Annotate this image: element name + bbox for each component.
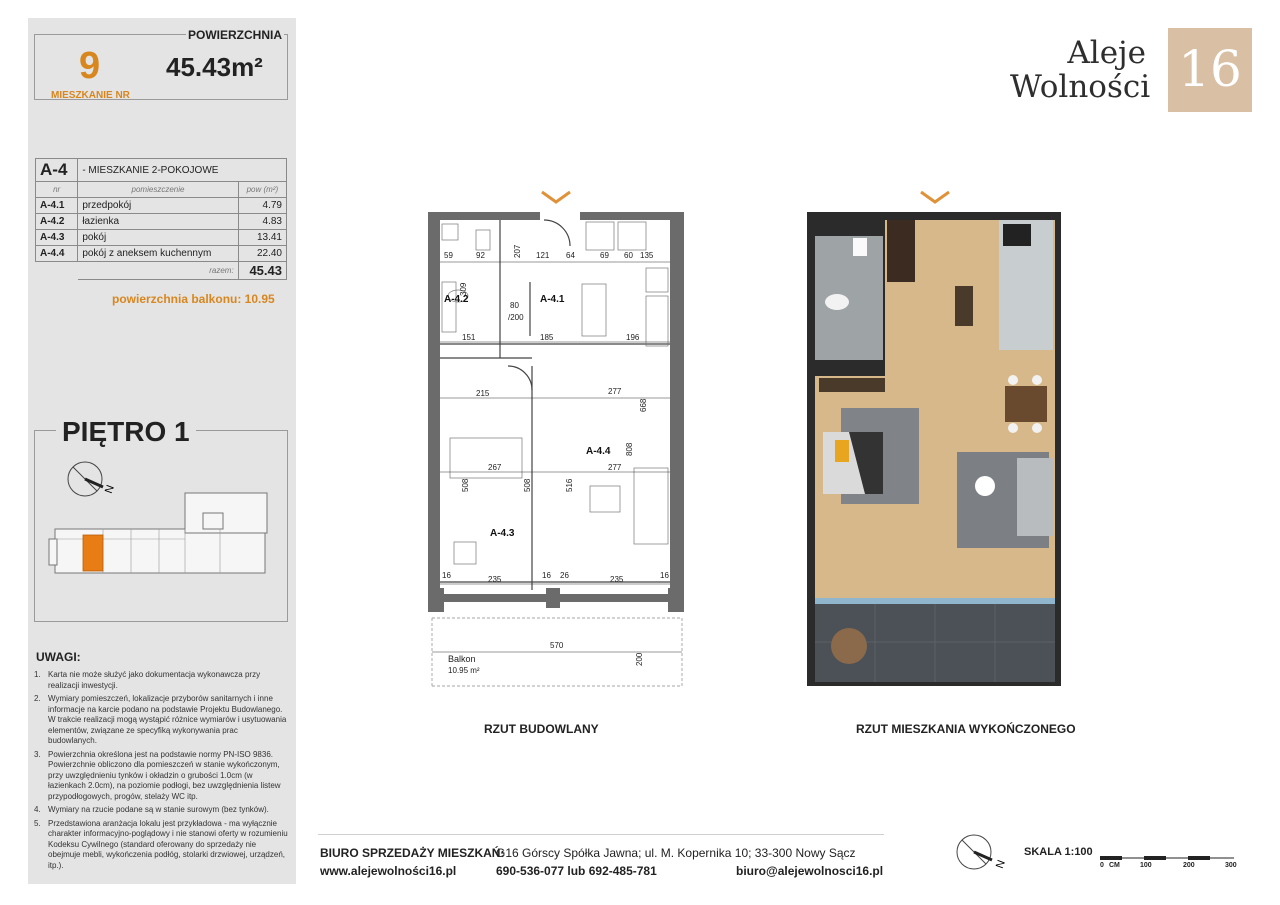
table-row [36, 198, 287, 214]
dim-label: 277 [608, 463, 622, 472]
note-text: Przedstawiona aranżacja lokalu jest przykładowa - ma wyłącznie charakter informacyjno-poglądowy i nie stanowi oferty w rozumieniu Kodeksu Cywilnego (standard oferowany do sprzedaży nie obejmuje mebli, wykończenia podłóg, stolarki drzwiowej, urządzeń, itp.). [48, 818, 288, 870]
dim-label: 80 [510, 301, 519, 310]
bathroom-floor [815, 236, 883, 360]
dim-label: 277 [608, 387, 622, 396]
row-area: 13.41 [238, 230, 286, 246]
toilet-icon [853, 238, 867, 256]
cooktop-icon [1003, 224, 1031, 246]
compass-icon [68, 462, 103, 496]
dim-label: 215 [476, 389, 490, 398]
phone-numbers[interactable]: 690-536-077 lub 692-485-781 [496, 864, 657, 878]
footer-divider [318, 834, 884, 835]
dim-label: 196 [626, 333, 640, 342]
furnished-plan-caption: RZUT MIESZKANIA WYKOŃCZONEGO [856, 722, 1076, 736]
table-sum-row [36, 262, 287, 280]
list-item [34, 670, 288, 691]
dim-label: 151 [462, 333, 476, 342]
rooms-table-colheads [36, 182, 287, 198]
dim-label: 16 [660, 571, 669, 580]
table-code: A-4 [36, 159, 78, 182]
dim-label: 135 [640, 251, 654, 260]
dim-label: /200 [508, 313, 524, 322]
dim-label: 185 [540, 333, 554, 342]
row-area: 4.83 [238, 214, 286, 230]
note-text: Wymiary na rzucie podane są w stanie surowym (bez tynków). [48, 805, 269, 814]
balcony-label: Balkon [448, 654, 476, 664]
row-nr: A-4.2 [36, 214, 78, 230]
scale-bar [1100, 854, 1240, 862]
area-value: 45.43m² [166, 52, 263, 82]
note-number: 4. [34, 805, 41, 814]
dim-label: 668 [639, 398, 648, 412]
dim-label: 60 [624, 251, 633, 260]
scale-tick: 200 [1183, 862, 1195, 869]
dim-label: 26 [560, 571, 569, 580]
room-label: A-4.4 [586, 446, 611, 457]
apartment-number: 9 [79, 45, 101, 87]
scale-tick: 100 [1140, 862, 1152, 869]
website-link[interactable]: www.alejewolności16.pl [320, 864, 457, 878]
kitchen-island [955, 286, 973, 326]
table-title: - MIESZKANIE 2-POKOJOWE [78, 159, 287, 182]
area-label: POWIERZCHNIA [188, 28, 282, 42]
scale-tick: CM [1109, 862, 1120, 869]
bathtub-icon [825, 294, 849, 310]
dim-label: 207 [513, 244, 522, 258]
balcony-chair [831, 628, 867, 664]
scale-tick: 300 [1225, 862, 1237, 869]
north-label: N [993, 858, 1008, 871]
entrance-arrow-icon [921, 192, 949, 202]
sum-value: 45.43 [238, 262, 286, 280]
balcony-area-label: 10.95 m² [448, 666, 480, 675]
dim-label: 200 [635, 652, 644, 666]
dim-label: 64 [566, 251, 575, 260]
note-text: Wymiary pomieszczeń, lokalizacje przyborów sanitarnych i inne informacje na karcie podano na podstawie Projektu Budowlanego. W trakcie realizacji mogą wystąpić różnice wymiarów i usytuowania elementów, związane ze specyfiką wykonywania prac budowlanych. [48, 694, 287, 745]
apartment-number-label: MIESZKANIE NR [51, 90, 130, 101]
north-label: N [102, 483, 117, 496]
notes-title: UWAGI: [36, 650, 81, 664]
col-nr: nr [36, 182, 78, 198]
dim-label: 16 [542, 571, 551, 580]
list-item [34, 750, 288, 803]
brand-logo-box [1168, 28, 1252, 112]
compass-icon [948, 830, 1010, 878]
furnished-plan [805, 186, 1065, 688]
note-text: Powierzchnia określona jest na podstawie normy PN-ISO 9836. Powierzchnie obliczono dla pomieszczeń w stanie wykończonym, przy uwzględnieniu tynków i okładzin o grubości 1.0cm (w łazienkach 2.0cm), na poziomie podłogi, bez uwzględnienia listew przypodłogowych, progów, stelaży WC itp. [48, 749, 281, 801]
note-number: 2. [34, 694, 41, 703]
row-name: pokój [78, 230, 238, 246]
row-name: przedpokój [78, 198, 238, 214]
construction-plan [420, 186, 690, 692]
brand-logo-text [1010, 35, 1151, 105]
dim-label: 235 [610, 575, 624, 584]
window-strip [815, 598, 1055, 604]
note-number: 5. [34, 818, 41, 828]
building-outline [49, 493, 267, 573]
apartment-highlight [83, 535, 103, 571]
coffee-table [975, 476, 995, 496]
construction-plan-caption: RZUT BUDOWLANY [484, 722, 599, 736]
row-area: 4.79 [238, 198, 286, 214]
table-row [36, 214, 287, 230]
col-room: pomieszczenie [78, 182, 238, 198]
sum-label: razem: [78, 262, 238, 280]
dim-label: 121 [536, 251, 550, 260]
dim-label: 516 [565, 478, 574, 492]
rooms-table [35, 158, 287, 280]
room-label: A-4.3 [490, 528, 515, 539]
table-row [36, 246, 287, 262]
balcony-area-text: powierzchnia balkonu: 10.95 [112, 292, 275, 306]
dim-label: 92 [476, 251, 485, 260]
dim-label: 508 [523, 478, 532, 492]
shelving [887, 220, 915, 282]
pillow [835, 440, 849, 462]
dim-label: 59 [444, 251, 453, 260]
dining-table [1005, 386, 1047, 422]
notes-list [34, 670, 288, 874]
dim-label: 235 [488, 575, 502, 584]
row-nr: A-4.4 [36, 246, 78, 262]
note-number: 1. [34, 670, 41, 679]
floor-title: PIĘTRO 1 [56, 416, 196, 448]
logo-number: 16 [1178, 40, 1242, 98]
logo-line-1: Aleje [1067, 35, 1146, 71]
sofa [1017, 458, 1053, 536]
row-name: łazienka [78, 214, 238, 230]
dim-label: 69 [600, 251, 609, 260]
dim-label: 808 [625, 442, 634, 456]
dim-label: 508 [461, 478, 470, 492]
dim-label: 309 [459, 282, 468, 296]
entrance-arrow-icon [542, 192, 570, 202]
list-item [34, 694, 288, 747]
table-row [36, 230, 287, 246]
logo-line-2: Wolności [1010, 69, 1151, 105]
row-name: pokój z aneksem kuchennym [78, 246, 238, 262]
plan-partitions [440, 220, 670, 590]
dim-label: 267 [488, 463, 502, 472]
note-text: Karta nie może służyć jako dokumentacja wykonawcza przy realizacji inwestycji. [48, 670, 261, 690]
rooms-table-header [36, 159, 287, 182]
wardrobe [819, 378, 885, 392]
row-area: 22.40 [238, 246, 286, 262]
note-number: 3. [34, 749, 41, 759]
sales-office-label: BIURO SPRZEDAŻY MIESZKAŃ: [320, 846, 505, 860]
row-nr: A-4.1 [36, 198, 78, 214]
row-nr: A-4.3 [36, 230, 78, 246]
list-item [34, 819, 288, 872]
company-address: G16 Górscy Spółka Jawna; ul. M. Kopernika 10; 33-300 Nowy Sącz [496, 846, 856, 860]
scale-label: SKALA 1:100 [1024, 846, 1093, 858]
floor-key-plan-box [34, 430, 288, 622]
list-item [34, 805, 288, 816]
col-area: pow (m²) [238, 182, 286, 198]
room-labels [444, 294, 611, 539]
floor-key-plan [35, 431, 287, 621]
room-label: A-4.2 [444, 294, 469, 305]
dim-label: 16 [442, 571, 451, 580]
email-link[interactable]: biuro@alejewolnosci16.pl [736, 864, 884, 878]
room-label: A-4.1 [540, 294, 565, 305]
scale-tick: 0 [1100, 862, 1104, 869]
dim-label: 570 [550, 641, 564, 650]
